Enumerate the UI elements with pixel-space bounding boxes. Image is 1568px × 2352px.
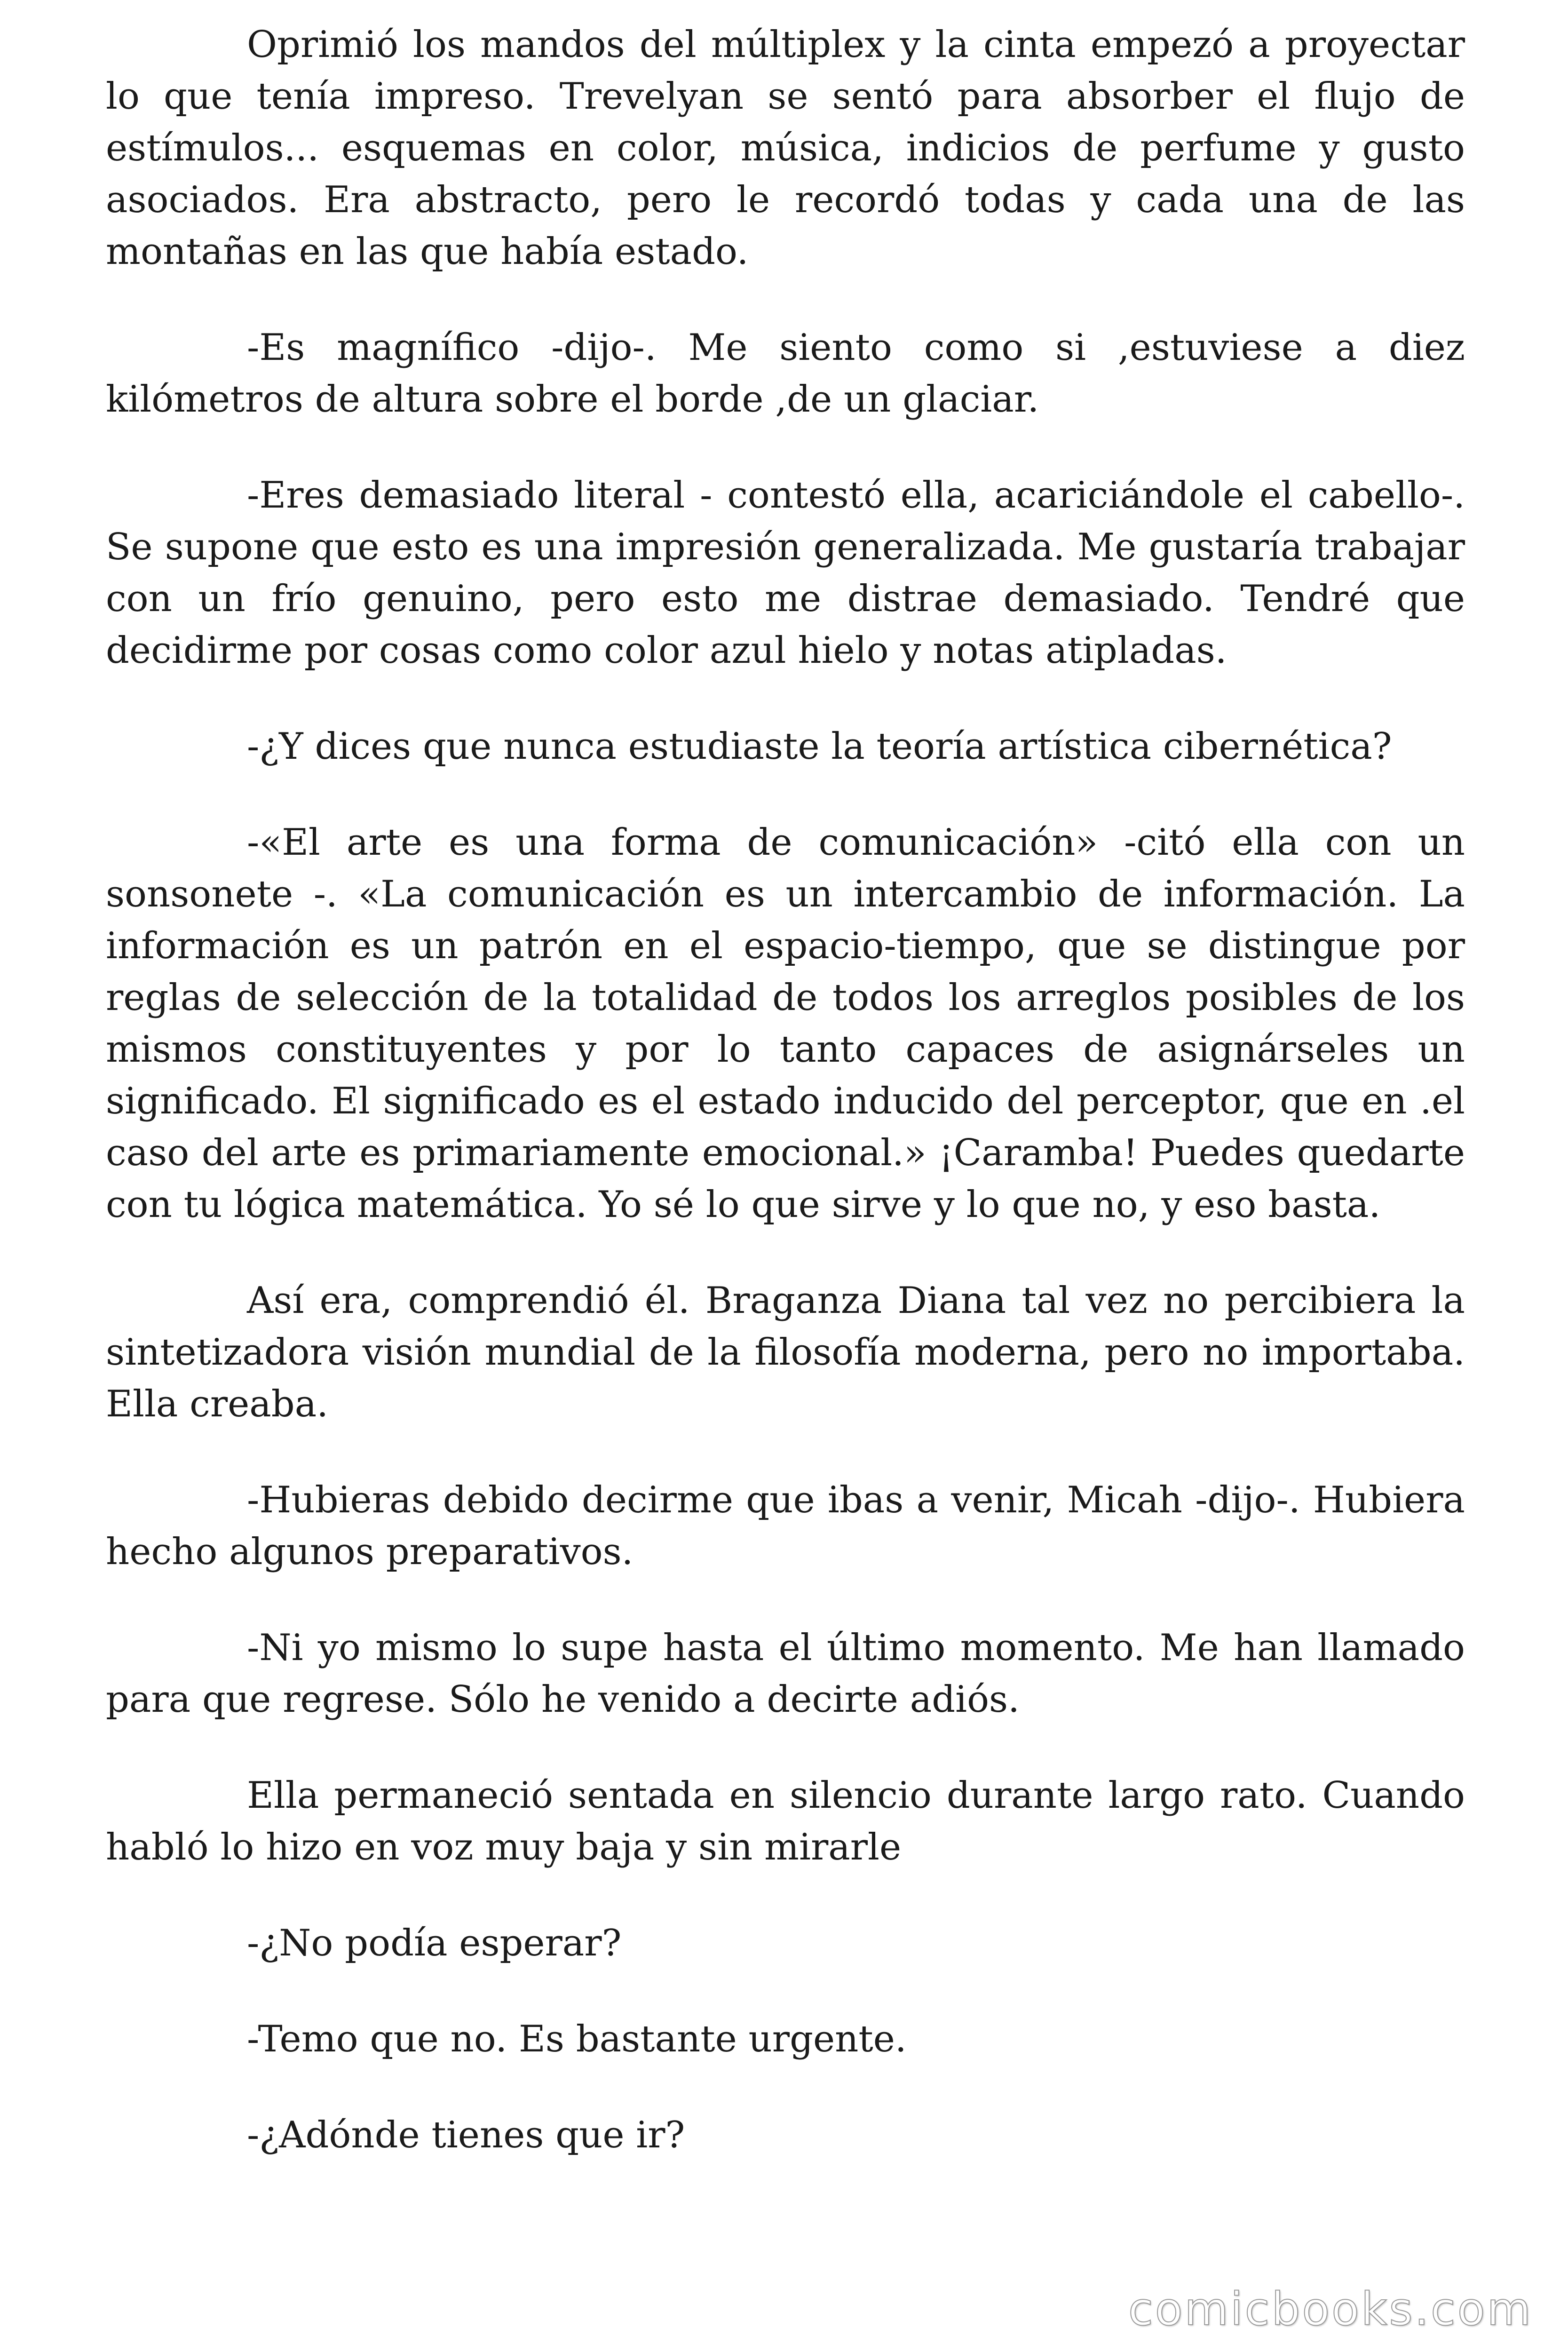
paragraph: -Ni yo mismo lo supe hasta el último momento. Me han llamado para que regrese. Sólo he venido a decirte adiós.: [106, 1627, 1465, 1721]
paragraph: -«El arte es una forma de comunicación» -citó ella con un sonsonete -. «La comunicación es un intercambio de información. La información es un patrón en el espacio-tiempo, que se distingue por reglas de selección de la totalidad de todos los arreglos posibles de los mismos constituyentes y por lo tanto capaces de asignárseles un significado. El significado es el estado inducido del perceptor, que en .el caso del arte es primariamente emocional.» ¡Caramba! Puedes quedarte con tu lógica matemática. Yo sé lo que sirve y lo que no, y eso basta.: [106, 821, 1465, 1226]
paragraph: Ella permaneció sentada en silencio durante largo rato. Cuando habló lo hizo en voz muy baja y sin mirarle: [106, 1774, 1465, 1868]
document-page: [106, 19, 1465, 2205]
watermark-text: comicbooks.com: [1128, 2283, 1533, 2336]
paragraph: -Eres demasiado literal - contestó ella, acariciándole el cabello-. Se supone que esto es una impresión generalizada. Me gustaría trabajar con un frío genuino, pero esto me distrae demasiado. Tendré que decidirme por cosas como color azul hielo y notas atipladas.: [106, 474, 1465, 672]
paragraph: -¿Y dices que nunca estudiaste la teoría artística cibernética?: [247, 725, 1392, 768]
paragraph: -Hubieras debido decirme que ibas a venir, Micah -dijo-. Hubiera hecho algunos preparativos.: [106, 1479, 1465, 1573]
paragraph: Oprimió los mandos del múltiplex y la cinta empezó a proyectar lo que tenía impreso. Trevelyan se sentó para absorber el flujo de estímulos... esquemas en color, música, indicios de perfume y gusto asociados. Era abstracto, pero le recordó todas y cada una de las montañas en las que había estado.: [106, 24, 1465, 273]
paragraph: -¿No podía esperar?: [247, 1922, 622, 1964]
paragraph: Así era, comprendió él. Braganza Diana tal vez no percibiera la sintetizadora visión mundial de la filosofía moderna, pero no importaba. Ella creaba.: [106, 1279, 1465, 1425]
paragraph: -Es magnífico -dijo-. Me siento como si ,estuviese a diez kilómetros de altura sobre el borde ,de un glaciar.: [106, 326, 1465, 421]
paragraph: -¿Adónde tienes que ir?: [247, 2114, 685, 2156]
paragraph: -Temo que no. Es bastante urgente.: [247, 2018, 907, 2060]
